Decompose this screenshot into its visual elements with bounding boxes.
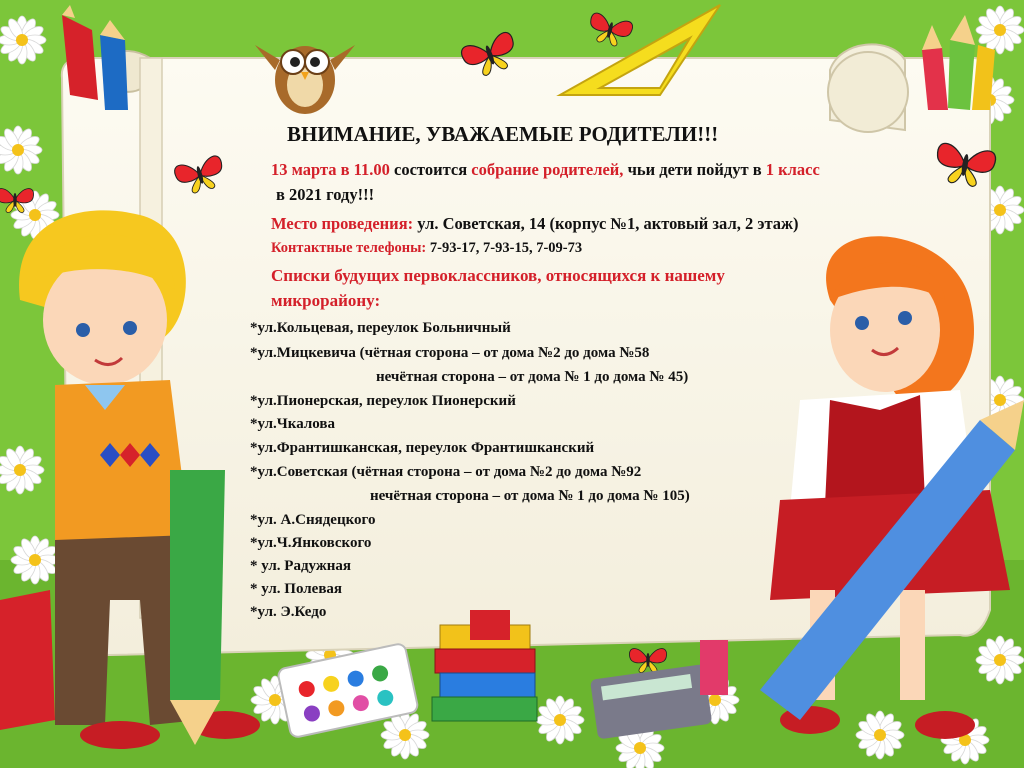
meeting-date: 13 марта в 11.00 [271, 160, 390, 179]
street-item: *ул. Э.Кедо [250, 604, 327, 620]
phones-label: Контактные телефоны: [271, 240, 427, 256]
meeting-line [271, 160, 820, 180]
street-item: нечётная сторона – от дома № 1 до дома № 45) [376, 369, 689, 385]
meeting-grade: 1 класс [765, 160, 820, 179]
meeting-text: состоится [389, 160, 472, 179]
street-item: *ул.Кольцевая, переулок Больничный [250, 320, 511, 336]
lists-heading-2: микрорайону: [271, 291, 381, 310]
lists-heading-1: Списки будущих первоклассников, относящихся к нашему [271, 266, 725, 285]
meeting-text-rest: чьи дети пойдут в [623, 160, 766, 179]
street-item: *ул.Советская (чётная сторона – от дома №2 до дома №92 [250, 464, 642, 480]
street-item: нечётная сторона – от дома № 1 до дома № 105) [370, 488, 690, 504]
meeting-event: собрание родителей, [471, 160, 624, 179]
street-item: * ул. Полевая [250, 581, 343, 597]
street-item: *ул.Франтишканская, переулок Франтишканский [250, 440, 595, 456]
street-item: * ул. Радужная [250, 558, 351, 574]
page-title: ВНИМАНИЕ, УВАЖАЕМЫЕ РОДИТЕЛИ!!! [287, 122, 719, 146]
street-item: *ул.Ч.Янковского [250, 535, 372, 551]
street-item: *ул. А.Снядецкого [250, 512, 376, 528]
street-item: *ул.Пионерская, переулок Пионерский [250, 393, 516, 409]
venue-label: Место проведения: [271, 214, 414, 233]
pencil-icon [170, 470, 225, 740]
phones-line [271, 240, 582, 257]
street-item: *ул.Мицкевича (чётная сторона – от дома №2 до дома №58 [250, 345, 650, 361]
venue-value: ул. Советская, 14 (корпус №1, актовый зал, 2 этаж) [413, 214, 799, 233]
meeting-year: в 2021 году!!! [276, 185, 375, 204]
street-item: *ул.Чкалова [250, 416, 335, 432]
venue-line [271, 214, 798, 234]
phones-value: 7-93-17, 7-93-15, 7-09-73 [426, 240, 583, 256]
